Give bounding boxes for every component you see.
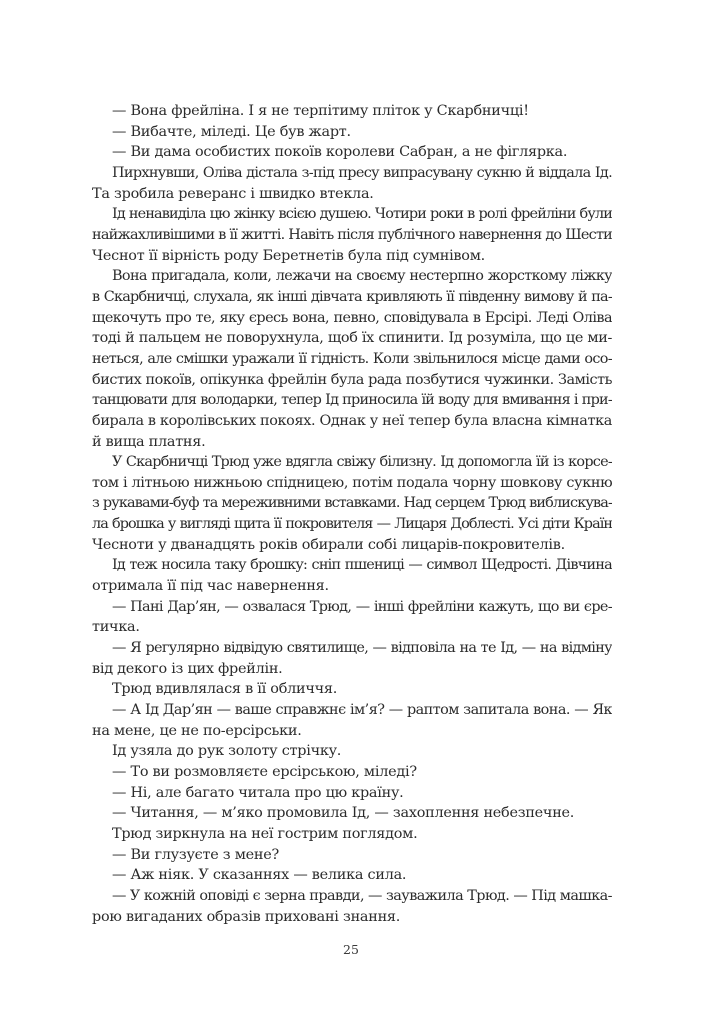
text-line: від декого із цих фрейлін. [92,660,283,677]
text-line: найжахливішими в її житті. Навіть після публічного навернення до Шести [92,226,612,243]
text-line: бирала в королівських покоях. Однак у неї тепер була власна кімнатка [92,412,612,429]
text-line: щекочуть про те, яку єресь вона, певно, сповідувала в Ерсірі. Леді Оліва [92,309,612,326]
text-line: — Вибачте, міледі. Це був жарт. [112,123,351,140]
text-line: рою вигаданих образів приховані знання. [92,908,401,925]
text-line: Трюд вдивлялася в її обличчя. [112,681,338,698]
text-line: — Я регулярно відвідую святилище, — відповіла на те Ід, — на відміну [112,640,612,657]
text-line: Ід узяла до рук золоту стрічку. [112,743,342,760]
text-line: бистих покоїв, опікунка фрейлін була рада позбутися чужинки. Замість [92,371,612,388]
text-line: Ід теж носила таку брошку: сніп пшениці — символ Щедрості. Дівчина [112,557,612,574]
text-line: Вона пригадала, коли, лежачи на своєму нестерпно жорсткому ліжку [112,268,612,285]
page-number: 25 [343,942,359,957]
text-line: Трюд зиркнула на неї гострим поглядом. [112,825,418,842]
text-line: танцювати для володарки, тепер Ід приносила їй воду для вмивання і при- [92,392,612,409]
text-line: — Ви дама особистих покоїв королеви Сабран, а не фіглярка. [112,144,568,161]
text-line: Ід ненавиділа цю жінку всією душею. Чотири роки в ролі фрейліни були [112,206,612,223]
text-line: Чеснот її вірність роду Беретнетів була під сумнівом. [92,247,485,264]
text-line: — У кожній оповіді є зерна правди, — зауважила Трюд. — Під машка- [112,887,612,904]
body-text [92,101,612,927]
text-line: отримала її під час навернення. [92,578,329,595]
text-line: том і літньою нижньою спідницею, потім подала чорну шовкову сукню [92,474,612,491]
text-line: — А Ід Дар’ян — ваше справжнє ім’я? — раптом запитала вона. — Як [112,702,612,719]
text-line: неться, але смішки уражали її гідність. Коли звільнилося місце дами осо- [92,350,612,367]
text-line: — Вона фрейліна. І я не терпітиму пліток у Скарбничці! [112,103,529,119]
text-line: тичка. [92,619,140,636]
text-line: Пирхнувши, Оліва дістала з-під пресу випрасувану сукню й віддала Ід. [112,164,612,181]
text-line: Чесноти у дванадцять років обирали собі лицарів-покровителів. [92,536,565,553]
text-line: на мене, це не по-ерсірськи. [92,722,302,739]
text-line: з рукавами-буф та мереживними вставками. Над серцем Трюд виблискува- [92,495,612,512]
text-line: ла брошка у вигляді щита її покровителя — Лицаря Доблесті. Усі діти Країн [92,516,612,533]
text-line: — Аж ніяк. У сказаннях — велика сила. [112,867,407,884]
text-line: в Скарбничці, слухала, як інші дівчата кривляють її південну вимову й па- [92,288,612,305]
text-line: — То ви розмовляєте ерсірською, міледі? [112,764,417,780]
text-line: — Ні, але багато читала про цю країну. [112,784,404,801]
text-line: Та зробила реверанс і швидко втекла. [92,185,374,202]
text-line: — Ви глузуєте з мене? [112,846,279,863]
text-line: тоді й пальцем не поворухнула, щоб їх спинити. Ід розуміла, що це ми- [92,330,612,347]
text-line: — Читання, — м’яко промовила Ід, — захоплення небезпечне. [112,805,575,822]
text-line: — Пані Дар’ян, — озвалася Трюд, — інші фрейліни кажуть, що ви єре- [112,598,612,615]
text-line: й вища платня. [92,433,206,450]
text-line: У Скарбничці Трюд уже вдягла свіжу білизну. Ід допомогла їй із корсе- [112,454,612,471]
